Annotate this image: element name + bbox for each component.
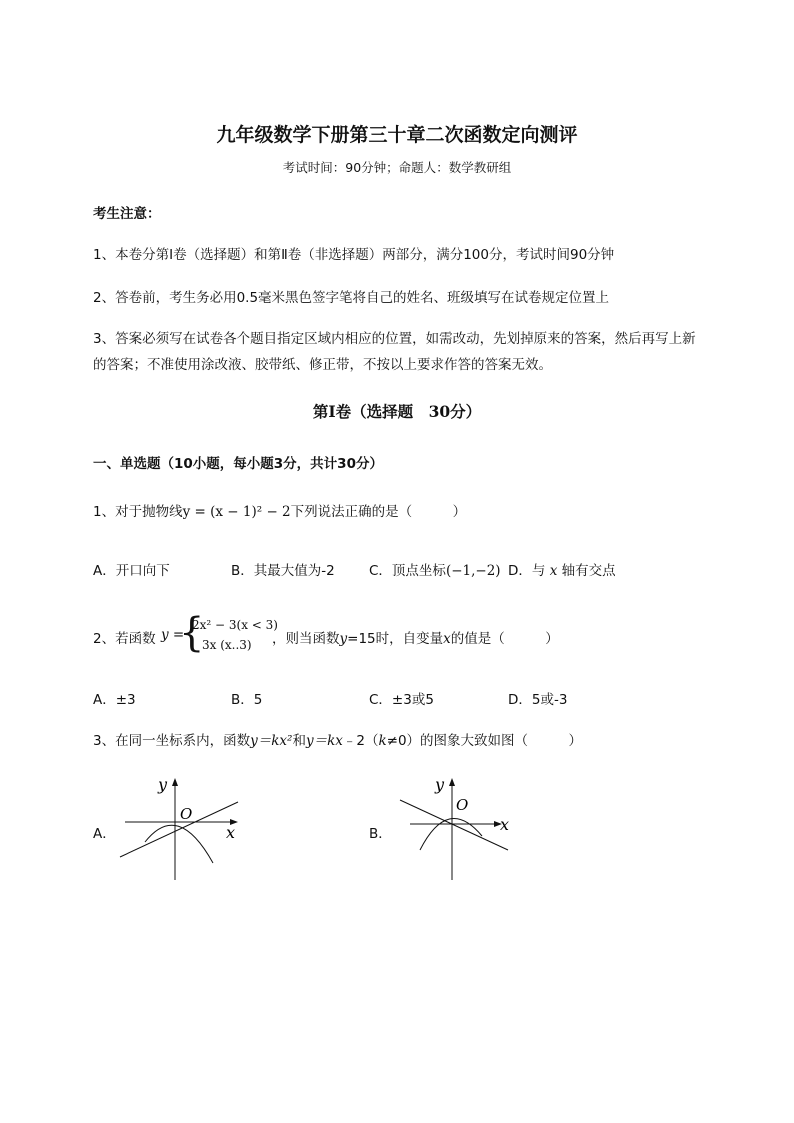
question-2-option-d: D．5或-3 — [508, 692, 568, 708]
question-3-minus: ﹣2（ — [342, 733, 379, 749]
question-2-mid: ，则当函数 — [272, 631, 340, 647]
question-3-cond: ≠0）的图象大致如图（ ） — [386, 733, 583, 749]
question-1-option-d-var: x — [549, 563, 558, 579]
question-3-option-b-label: B． — [369, 826, 392, 842]
question-3-prefix: 3、在同一坐标系内，函数 — [93, 733, 251, 749]
question-2-case-2: 3x (x..3) — [202, 638, 252, 652]
question-2-mid2: =15时，自变量 — [347, 631, 444, 647]
y-axis-label: y — [158, 775, 168, 794]
question-3-option-a-label: A． — [93, 826, 116, 842]
question-3-option-a-graph — [110, 770, 250, 885]
question-2-option-a: A．±3 — [93, 692, 136, 708]
question-1-suffix: 下列说法正确的是（ ） — [290, 504, 467, 520]
question-2-option-c: C．±3或5 — [369, 692, 434, 708]
question-2-brace: { — [179, 610, 205, 656]
question-1-prefix: 1、对于抛物线 — [93, 504, 183, 520]
question-2-yvar: y — [339, 631, 348, 647]
question-3-formula-2: y＝kx — [305, 733, 343, 749]
part-heading: 一、单选题（10小题，每小题3分，共计30分） — [93, 456, 383, 472]
question-1-option-d-label: D．与 — [508, 563, 546, 579]
notice-item-3: 3、答案必须写在试卷各个题目指定区域内相应的位置，如需改动，先划掉原来的答案，然后再写上新 — [93, 331, 696, 347]
notice-heading: 考生注意： — [93, 206, 161, 222]
page-subtitle: 考试时间：90分钟；命题人：数学教研组 — [282, 160, 512, 175]
question-3-option-b-graph — [390, 770, 520, 885]
page-title: 九年级数学下册第三十章二次函数定向测评 — [216, 124, 578, 146]
question-2-prefix: 2、若函数 — [93, 631, 156, 647]
notice-item-1: 1、本卷分第I卷（选择题）和第Ⅱ卷（非选择题）两部分，满分100分，考试时间90分钟 — [93, 247, 615, 263]
question-2-text — [272, 627, 559, 647]
origin-label: O — [456, 796, 469, 814]
x-axis-label: x — [500, 815, 510, 834]
y-axis-arrow-icon — [449, 778, 455, 786]
question-3-formula-1: y＝kx² — [250, 733, 293, 749]
straight-line — [400, 800, 508, 850]
question-3-and: 和 — [292, 733, 306, 749]
y-axis-arrow-icon — [172, 778, 178, 786]
straight-line — [120, 802, 238, 857]
question-1-option-d — [508, 559, 616, 579]
question-1-option-d-text: 轴有交点 — [561, 563, 616, 579]
x-axis-label: x — [226, 823, 236, 842]
section-title: 第I卷（选择题 30分） — [312, 402, 482, 421]
question-2-option-b: B．5 — [231, 692, 263, 708]
question-2-xvar: x — [443, 631, 451, 647]
question-3 — [93, 729, 582, 749]
question-1-option-b: B．其最大值为-2 — [231, 563, 335, 579]
question-1 — [93, 500, 466, 520]
question-2-case-1: 2x² − 3(x < 3) — [192, 618, 278, 632]
question-3-k: k — [378, 733, 387, 749]
parabola-curve — [145, 825, 213, 863]
notice-item-3-continued: 的答案；不准使用涂改液、胶带纸、修正带，不按以上要求作答的答案无效。 — [93, 357, 552, 373]
question-1-option-c — [369, 559, 501, 579]
origin-label: O — [180, 805, 193, 823]
question-1-option-a: A．开口向下 — [93, 563, 170, 579]
notice-item-2: 2、答卷前，考生务必用0.5毫米黑色签字笔将自己的姓名、班级填写在试卷规定位置上 — [93, 290, 610, 306]
y-axis-label: y — [435, 775, 445, 794]
question-1-option-c-label: C．顶点坐标 — [369, 563, 446, 579]
question-1-formula: y = (x − 1)² − 2 — [182, 504, 291, 520]
question-1-option-c-math: (−1,−2) — [445, 563, 501, 579]
question-2-y: y = — [161, 627, 185, 643]
question-2-suffix: 的值是（ ） — [450, 631, 559, 647]
